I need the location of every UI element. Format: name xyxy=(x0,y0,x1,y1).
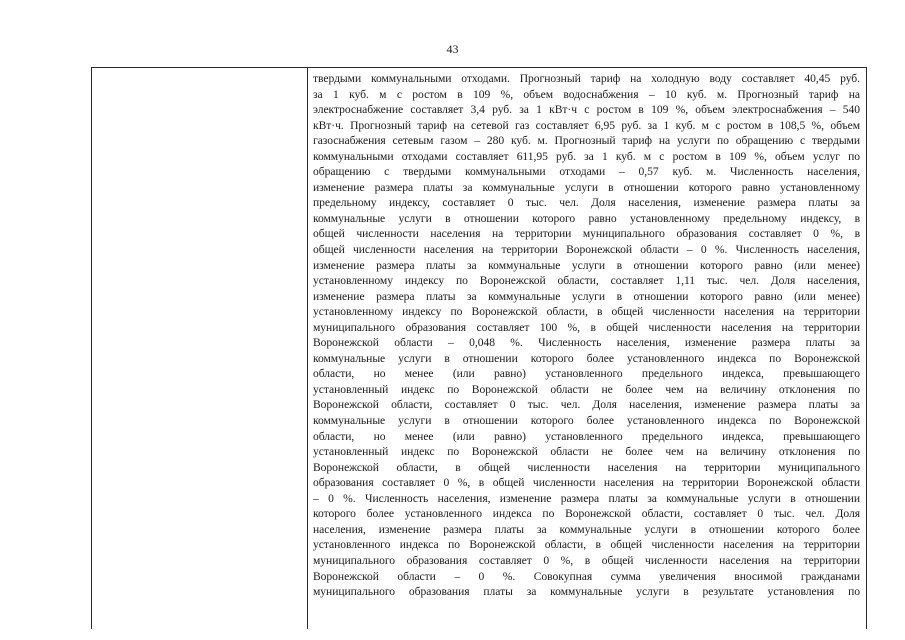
text-line: Воронежской области, составляет 0 тыс. чел. Доля населения, изменение размера платы за xyxy=(313,398,860,412)
text-line: коммунальные услуги в отношении которого равно установленному предельному индексу, в xyxy=(313,211,860,225)
text-line: муниципального образования платы за коммунальные услуги в результате установления по xyxy=(313,585,860,599)
text-line: муниципального образования составляет 100 %, в общей численности населения на территории xyxy=(313,320,860,334)
text-line: установленному индексу по Воронежской области, составляет 1,11 тыс. чел. Доля населения, xyxy=(313,274,860,288)
text-line: установленного индекса по Воронежской области, в общей численности населения на территории xyxy=(313,538,860,552)
text-line: коммунальные услуги в отношении которого более установленного индекса по Воронежской xyxy=(313,351,860,365)
text-line: населения, изменение размера платы за коммунальные услуги в отношении которого более xyxy=(313,522,860,536)
text-line: за 1 куб. м с ростом в 109 %, объем водоснабжения – 10 куб. м. Прогнозный тариф на xyxy=(313,87,860,101)
text-line: Воронежской области, в общей численности населения на территории муниципального xyxy=(313,460,860,474)
text-line: предельному индексу, составляет 0 тыс. чел. Доля населения, изменение размера платы за xyxy=(313,196,860,210)
text-line: изменение размера платы за коммунальные услуги в отношении которого равно установленному xyxy=(313,180,860,194)
text-line: обращению с твердыми коммунальными отходами – 0,57 куб. м. Численность населения, xyxy=(313,165,860,179)
document-table xyxy=(91,67,867,629)
text-line: муниципального образования составляет 0 %, в общей численности населения на территории xyxy=(313,553,860,567)
text-line: установленному индексу по Воронежской области, в общей численности населения на территории xyxy=(313,305,860,319)
text-line: установленный индекс по Воронежской области не более чем на величину отклонения по xyxy=(313,382,860,396)
text-line: газоснабжения сетевым газом – 280 куб. м. Прогнозный тариф на услуги по обращению с твердыми xyxy=(313,134,860,148)
text-line: образования составляет 0 %, в общей численности населения на территории Воронежской области xyxy=(313,476,860,490)
text-line: изменение размера платы за коммунальные услуги в отношении которого равно (или менее) xyxy=(313,258,860,272)
text-line: электроснабжение составляет 3,4 руб. за 1 кВт·ч с ростом в 109 %, объем электроснабжения – 540 xyxy=(313,103,860,117)
text-line: Воронежской области – 0 %. Совокупная сумма увеличения вносимой гражданами xyxy=(313,569,860,583)
text-line: общей численности населения на территории Воронежской области – 0 %. Численность населения, xyxy=(313,243,860,257)
text-line: области, но менее (или равно) установленного предельного индекса, превышающего xyxy=(313,429,860,443)
text-line: – 0 %. Численность населения, изменение размера платы за коммунальные услуги в отношении xyxy=(313,491,860,505)
text-line: установленный индекс по Воронежской области не более чем на величину отклонения по xyxy=(313,445,860,459)
table-left-cell xyxy=(92,68,308,629)
text-line: коммунальными отходами составляет 611,95 руб. за 1 куб. м с ростом в 109 %, объем услуг по xyxy=(313,149,860,163)
table-right-cell xyxy=(308,68,866,629)
text-line: кВт·ч. Прогнозный тариф на сетевой газ составляет 6,95 руб. за 1 куб. м с ростом в 108,5 %, объем xyxy=(313,118,860,132)
page-number: 43 xyxy=(446,42,459,56)
text-line: общей численности населения на территории муниципального образования составляет 0 %, в xyxy=(313,227,860,241)
text-line: твердыми коммунальными отходами. Прогнозный тариф на холодную воду составляет 40,45 руб. xyxy=(313,72,860,85)
text-line: области, но менее (или равно) установленного предельного индекса, превышающего xyxy=(313,367,860,381)
text-line: изменение размера платы за коммунальные услуги в отношении которого равно (или менее) xyxy=(313,289,860,303)
body-paragraph xyxy=(313,71,860,600)
text-line: коммунальные услуги в отношении которого более установленного индекса по Воронежской xyxy=(313,414,860,428)
text-line: Воронежской области – 0,048 %. Численность населения, изменение размера платы за xyxy=(313,336,860,350)
text-line: которого более установленного индекса по Воронежской области, составляет 0 тыс. чел. Доля xyxy=(313,507,860,521)
